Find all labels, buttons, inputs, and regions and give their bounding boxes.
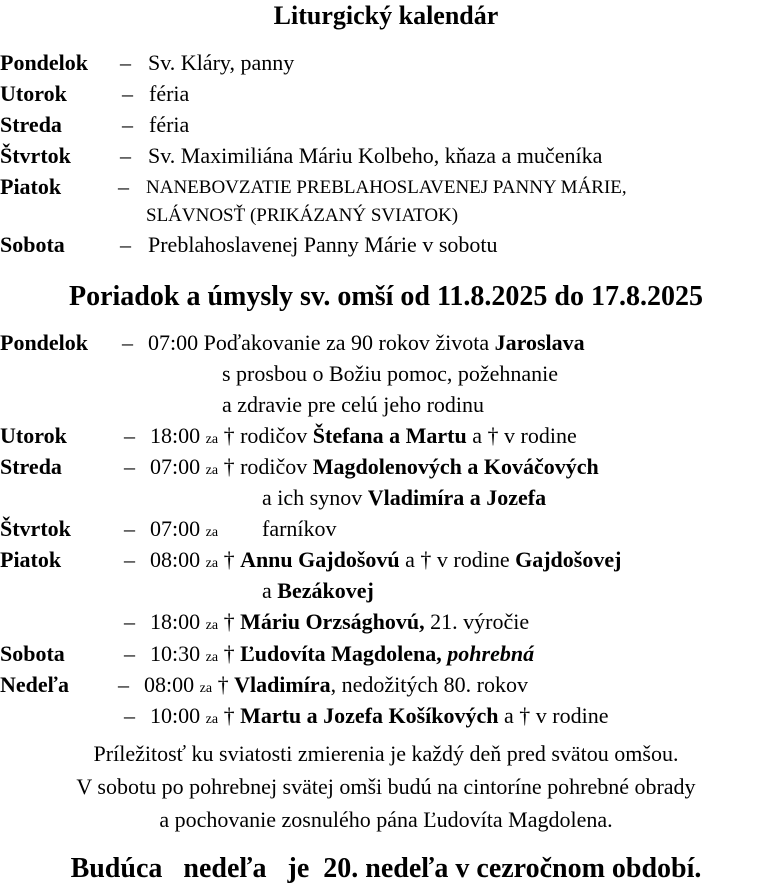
- mass-name: Jaroslava: [494, 330, 585, 355]
- mass-time: 18:00: [150, 609, 201, 634]
- dash: –: [122, 330, 133, 355]
- za-label: za: [205, 432, 219, 447]
- za-label: za: [205, 556, 219, 571]
- note-line: V sobotu po pohrebnej svätej omši budú na cintoríne pohrebné obrady: [76, 774, 696, 799]
- mass-intention: 21. výročie: [424, 609, 530, 634]
- dash: –: [120, 143, 131, 168]
- dash: –: [124, 547, 135, 572]
- calendar-text: Sv. Maximiliána Máriu Kolbeho, kňaza a mučeníka: [148, 143, 603, 168]
- mass-line: [150, 454, 599, 480]
- mass-line: [150, 547, 621, 573]
- mass-name: Štefana a Martu: [312, 423, 467, 448]
- mass-name: Ľudovíta Magdolena,: [240, 641, 448, 666]
- note-line: Príležitosť ku sviatosti zmierenia je každý deň pred svätou omšou.: [93, 741, 679, 766]
- dash: –: [118, 174, 129, 199]
- mass-time: 07:00: [150, 516, 201, 541]
- mass-intention: a † v rodine: [466, 423, 577, 448]
- za-label: za: [205, 525, 219, 540]
- dash: –: [120, 232, 131, 257]
- dash: –: [118, 672, 129, 697]
- mass-line: [262, 485, 546, 511]
- calendar-day: Streda: [0, 112, 62, 137]
- calendar-day: Sobota: [0, 232, 65, 257]
- cross-icon: †: [223, 641, 235, 666]
- schedule-title: Poriadok a úmysly sv. omší od 11.8.2025 do 17.8.2025: [69, 281, 703, 312]
- cross-icon: †: [223, 454, 235, 479]
- mass-note: pohrebná: [447, 641, 535, 666]
- mass-name: Martu a Jozefa Košíkových: [240, 703, 499, 728]
- mass-day: Utorok: [0, 423, 67, 448]
- mass-day: Sobota: [0, 641, 65, 666]
- footer-announcement: Budúca nedeľa je 20. nedeľa v cezročnom období.: [70, 853, 702, 884]
- mass-intention: a † v rodine: [498, 703, 609, 728]
- cross-icon: †: [223, 423, 235, 448]
- dash: –: [124, 641, 135, 666]
- dash: –: [124, 703, 135, 728]
- mass-name: Vladimíra a Jozefa: [367, 485, 547, 510]
- mass-time: 10:30: [150, 641, 201, 666]
- mass-line: [148, 330, 585, 356]
- mass-name: Bezákovej: [277, 578, 374, 603]
- calendar-day: Štvrtok: [0, 143, 71, 168]
- mass-day: Piatok: [0, 547, 62, 572]
- mass-intention: rodičov: [234, 454, 313, 479]
- mass-name: Gajdošovej: [515, 547, 622, 572]
- cross-icon: †: [223, 703, 235, 728]
- mass-intention: farníkov: [262, 516, 337, 541]
- page-title: Liturgický kalendár: [273, 1, 499, 30]
- dash: –: [122, 81, 133, 106]
- dash: –: [124, 516, 135, 541]
- calendar-day: Utorok: [0, 81, 67, 106]
- mass-time: 18:00: [150, 423, 201, 448]
- mass-line: [150, 516, 218, 542]
- calendar-text: SLÁVNOSŤ (PRIKÁZANÝ SVIATOK): [146, 205, 459, 226]
- calendar-text: féria: [149, 112, 190, 137]
- mass-time: 08:00: [150, 547, 201, 572]
- mass-name: Annu Gajdošovú: [240, 547, 400, 572]
- dash: –: [124, 423, 135, 448]
- mass-time: 07:00: [150, 454, 201, 479]
- mass-name: Máriu Orzsághovú,: [240, 609, 425, 634]
- dash: –: [122, 112, 133, 137]
- mass-name: Magdolenových a Kováčových: [312, 454, 599, 479]
- mass-intention: , nedožitých 80. rokov: [330, 672, 528, 697]
- za-label: za: [205, 618, 219, 633]
- mass-intention: rodičov: [234, 423, 313, 448]
- cross-icon: †: [217, 672, 229, 697]
- mass-line: [144, 672, 528, 698]
- calendar-day: Piatok: [0, 174, 62, 199]
- calendar-text: féria: [149, 81, 190, 106]
- dash: –: [120, 50, 131, 75]
- za-label: za: [205, 463, 219, 478]
- za-label: za: [199, 681, 213, 696]
- mass-line: [262, 578, 374, 604]
- calendar-text: Sv. Kláry, panny: [148, 50, 295, 75]
- mass-intention: a: [262, 578, 278, 603]
- mass-name: Vladimíra: [234, 672, 331, 697]
- mass-day: Štvrtok: [0, 516, 71, 541]
- calendar-text: NANEBOVZATIE PREBLAHOSLAVENEJ PANNY MÁRIE,: [146, 177, 627, 198]
- mass-line: [150, 703, 609, 729]
- mass-intention: Poďakovanie za 90 rokov života: [203, 330, 495, 355]
- dash: –: [124, 454, 135, 479]
- mass-day: Pondelok: [0, 330, 89, 355]
- note-line: a pochovanie zosnulého pána Ľudovíta Magdolena.: [159, 807, 613, 832]
- mass-intention: a ich synov: [262, 485, 368, 510]
- mass-line: a zdravie pre celú jeho rodinu: [222, 392, 485, 417]
- mass-time: 10:00: [150, 703, 201, 728]
- mass-line: s prosbou o Božiu pomoc, požehnanie: [222, 361, 559, 386]
- za-label: za: [205, 650, 219, 665]
- cross-icon: †: [223, 547, 235, 572]
- mass-time: 07:00: [148, 330, 199, 355]
- mass-line: [150, 423, 577, 449]
- za-label: za: [205, 712, 219, 727]
- mass-line: [150, 641, 534, 667]
- mass-day: Nedeľa: [0, 672, 69, 697]
- mass-line: [150, 609, 529, 635]
- dash: –: [124, 609, 135, 634]
- mass-day: Streda: [0, 454, 62, 479]
- cross-icon: †: [223, 609, 235, 634]
- calendar-day: Pondelok: [0, 50, 89, 75]
- calendar-text: Preblahoslavenej Panny Márie v sobotu: [148, 232, 498, 257]
- mass-time: 08:00: [144, 672, 195, 697]
- mass-intention: a † v rodine: [399, 547, 516, 572]
